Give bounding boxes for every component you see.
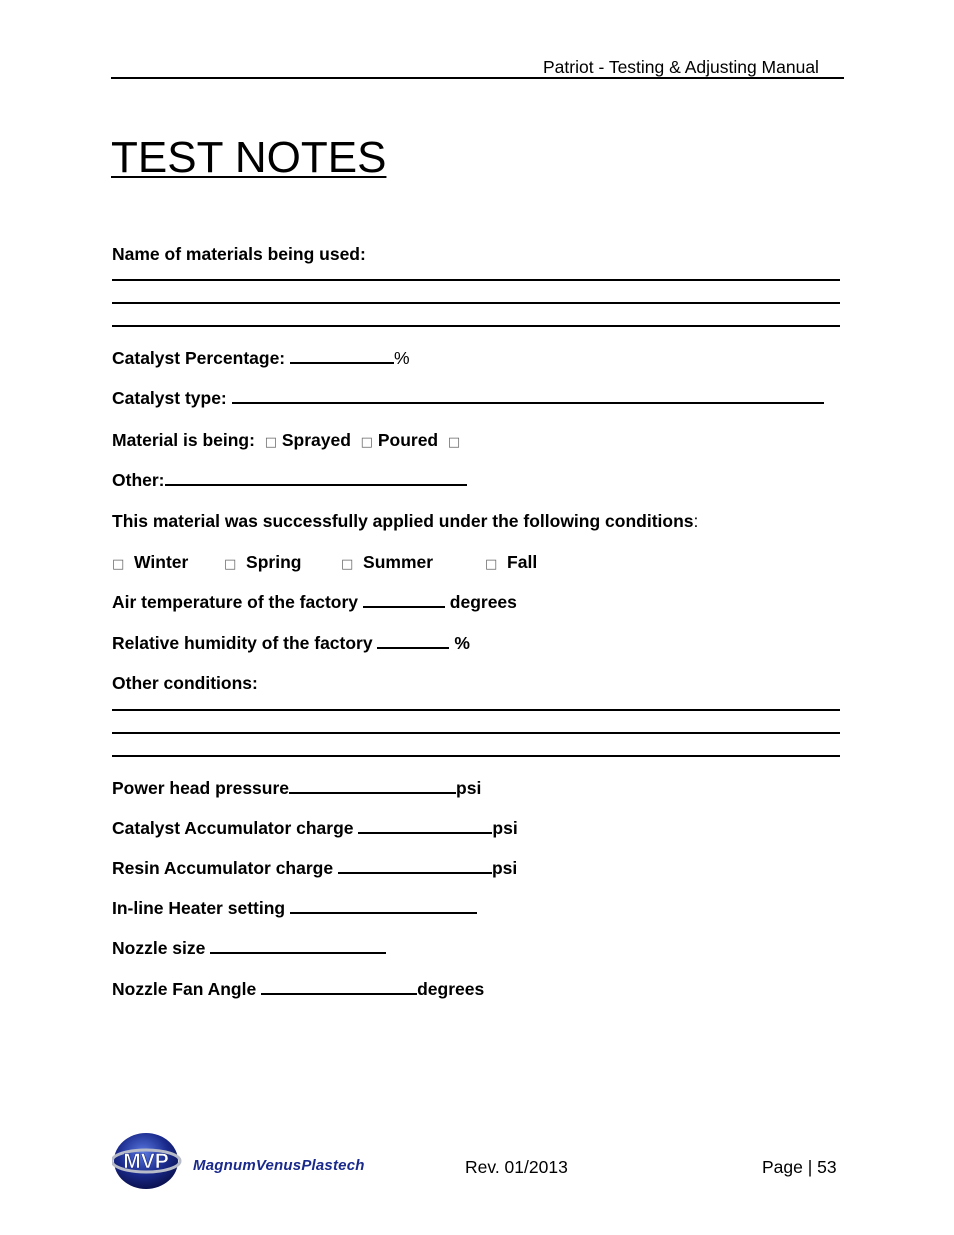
nozzle-size-label: Nozzle size [112,938,206,958]
page-title: TEST NOTES [111,133,387,182]
checkbox-icon[interactable]: □ [360,435,373,450]
catalyst-pct-field[interactable] [290,348,394,364]
season-label: Fall [507,552,538,572]
checkbox-icon[interactable]: □ [224,557,237,572]
cat-accum-row [112,818,518,839]
other-conditions-line-3[interactable] [112,755,840,757]
sprayed-option: Sprayed [281,430,351,450]
catalyst-type-label: Catalyst type: [112,388,227,408]
fan-angle-field[interactable] [261,979,417,995]
fan-angle-row [112,979,484,1000]
heater-label: In-line Heater setting [112,898,286,918]
power-head-unit: psi [456,778,482,798]
humidity-unit: % [454,633,470,653]
heater-field[interactable] [290,898,477,914]
catalyst-pct-label: Catalyst Percentage: [112,348,286,368]
power-head-label: Power head pressure [112,778,290,798]
humidity-field[interactable] [377,633,449,649]
checkbox-icon[interactable]: □ [341,557,354,572]
season-label: Spring [246,552,302,572]
air-temp-field[interactable] [363,592,445,608]
cat-accum-label: Catalyst Accumulator charge [112,818,354,838]
materials-label: Name of materials being used: [112,244,366,264]
page-number: Page | 53 [762,1157,837,1177]
cat-accum-field[interactable] [358,818,492,834]
revision: Rev. 01/2013 [465,1157,568,1177]
checkbox-icon[interactable]: □ [112,557,125,572]
resin-accum-label: Resin Accumulator charge [112,858,334,878]
season-label: Summer [363,552,434,572]
resin-accum-row [112,858,517,879]
season-fall[interactable] [485,552,537,573]
humidity-row [112,633,470,654]
other-conditions-line-1[interactable] [112,709,840,711]
catalyst-pct-unit: % [394,348,410,368]
material-being-label: Material is being: [112,430,255,450]
air-temp-row [112,592,517,613]
poured-option: Poured [377,430,439,450]
materials-line-1[interactable] [112,279,840,281]
conditions-intro-text: This material was successfully applied under the following conditions [112,511,694,531]
conditions-colon: : [693,511,699,531]
air-temp-unit: degrees [449,592,517,612]
checkbox-icon[interactable]: □ [485,557,498,572]
other-field[interactable] [165,470,467,486]
resin-accum-unit: psi [491,858,518,878]
nozzle-size-field[interactable] [210,938,386,954]
checkbox-icon[interactable]: □ [264,435,277,450]
season-label: Winter [134,552,189,572]
logo-mark: MVP [123,1150,169,1173]
catalyst-pct-row [112,348,410,369]
header-title: Patriot - Testing & Adjusting Manual [543,57,819,77]
checkbox-icon[interactable]: □ [447,435,461,450]
other-conditions-label: Other conditions: [112,673,258,693]
other-row [112,470,467,491]
catalyst-type-field[interactable] [232,388,824,404]
season-winter[interactable] [112,552,188,573]
power-head-field[interactable] [289,778,456,794]
humidity-label: Relative humidity of the factory [112,633,373,653]
other-conditions-line-2[interactable] [112,732,840,734]
cat-accum-unit: psi [492,818,518,838]
catalyst-type-row [112,388,824,409]
material-being-row [112,430,460,451]
resin-accum-field[interactable] [338,858,492,874]
fan-angle-unit: degrees [417,979,485,999]
conditions-intro [112,511,698,532]
header-rule [111,77,844,79]
materials-line-2[interactable] [112,302,840,304]
other-label: Other: [112,470,165,490]
logo-text: MagnumVenusPlastech [193,1157,365,1174]
nozzle-size-row [112,938,386,959]
power-head-row [112,778,481,799]
air-temp-label: Air temperature of the factory [112,592,359,612]
materials-line-3[interactable] [112,325,840,327]
heater-row [112,898,477,919]
season-spring[interactable] [224,552,301,573]
season-summer[interactable] [341,552,433,573]
fan-angle-label: Nozzle Fan Angle [112,979,257,999]
